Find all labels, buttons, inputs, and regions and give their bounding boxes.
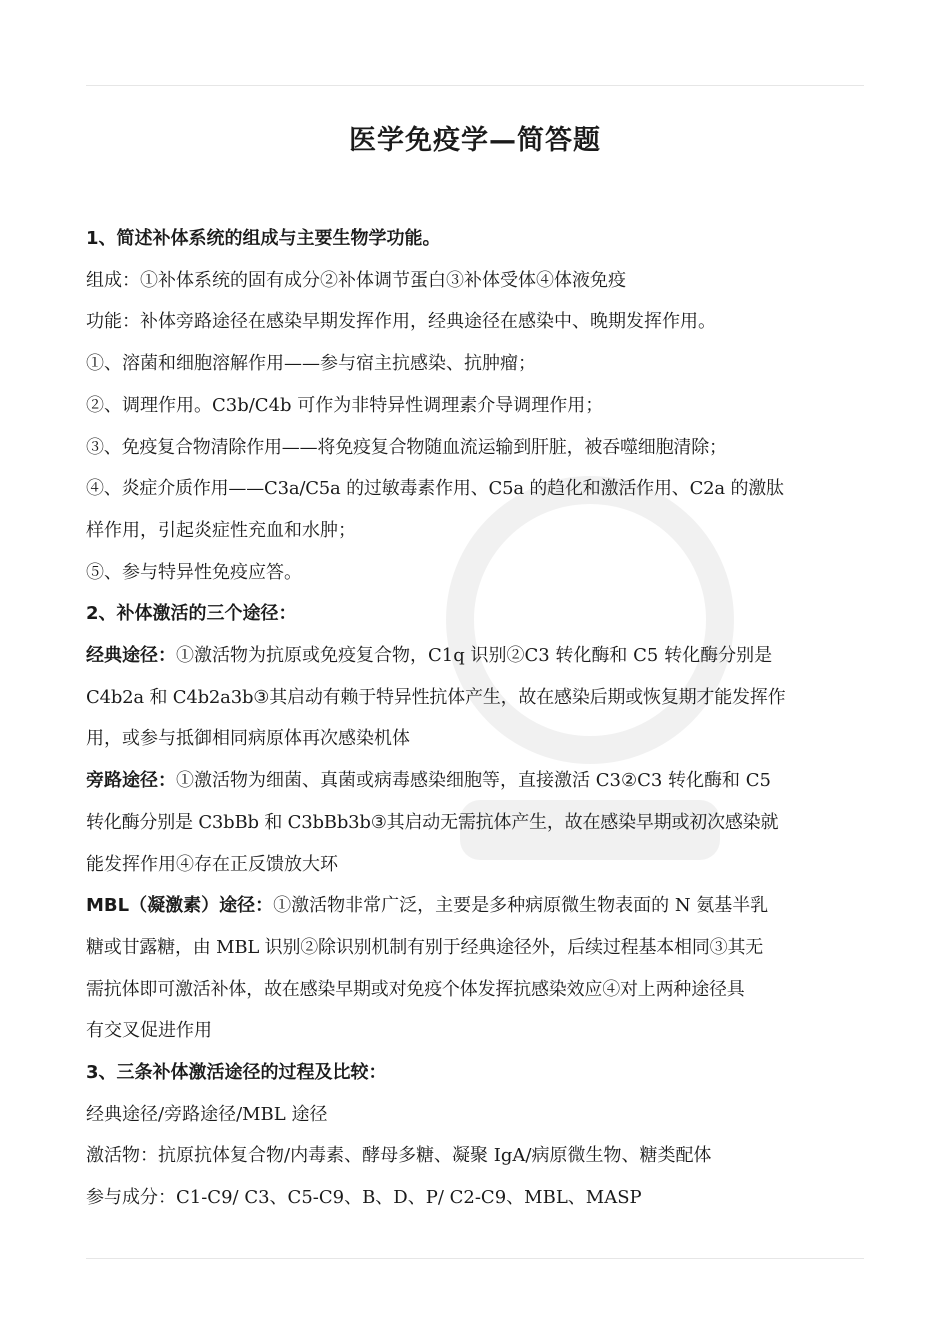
alternative-pathway-line (86, 760, 866, 802)
mbl-pathway-text: 需抗体即可激活补体，故在感染早期或对免疫个体发挥抗感染效应④对上两种途径具 (86, 978, 745, 1000)
alternative-pathway-text: ①激活物为细菌、真菌或病毒感染细胞等，直接激活 C3②C3 转化酶和 C5 (176, 770, 771, 792)
question-3-heading: 3、三条补体激活途径的过程及比较： (86, 1062, 387, 1084)
classical-pathway-label: 经典途径： (86, 645, 176, 667)
q1-composition: 组成：①补体系统的固有成分②补体调节蛋白③补体受体④体液免疫 (86, 269, 626, 291)
alternative-pathway-label: 旁路途径： (86, 770, 176, 792)
classical-pathway-text: C4b2a 和 C4b2a3b③其启动有赖于特异性抗体产生，故在感染后期或恢复期才能发挥作 (86, 686, 786, 708)
classical-pathway-line (86, 635, 866, 677)
bottom-divider (86, 1258, 864, 1259)
mbl-pathway-line (86, 885, 866, 927)
classical-pathway-text: ①激活物为抗原或免疫复合物，C1q 识别②C3 转化酶和 C5 转化酶分别是 (176, 645, 773, 667)
mbl-pathway-text: ①激活物非常广泛，主要是多种病原微生物表面的 N 氨基半乳 (273, 895, 769, 917)
q1-item: ⑤、参与特异性免疫应答。 (86, 561, 302, 583)
q3-line: 经典途径/旁路途径/MBL 途径 (86, 1103, 328, 1125)
q1-item: ④、炎症介质作用——C3a/C5a 的过敏毒素作用、C5a 的趋化和激活作用、C2a 的激肽 (86, 478, 784, 500)
q1-item: 样作用，引起炎症性充血和水肿； (86, 519, 356, 541)
alternative-pathway-text: 能发挥作用④存在正反馈放大环 (86, 853, 338, 875)
alternative-pathway-text: 转化酶分别是 C3bBb 和 C3bBb3b③其启动无需抗体产生，故在感染早期或初次感染就 (86, 811, 779, 833)
q1-item: ②、调理作用。C3b/C4b 可作为非特异性调理素介导调理作用； (86, 394, 604, 416)
question-2-heading: 2、补体激活的三个途径： (86, 603, 297, 625)
question-1-heading: 1、简述补体系统的组成与主要生物学功能。 (86, 228, 441, 249)
mbl-pathway-text: 糖或甘露糖，由 MBL 识别②除识别机制有别于经典途径外，后续过程基本相同③其无 (86, 936, 764, 958)
mbl-pathway-label: MBL（凝激素）途径： (86, 895, 274, 917)
q1-item: ①、溶菌和细胞溶解作用——参与宿主抗感染、抗肿瘤； (86, 353, 536, 375)
q1-item: ③、免疫复合物清除作用——将免疫复合物随血流运输到肝脏，被吞噬细胞清除； (86, 436, 727, 458)
top-divider (86, 85, 864, 86)
page-title: 医学免疫学—简答题 (349, 125, 601, 156)
classical-pathway-text: 用，或参与抵御相同病原体再次感染机体 (86, 728, 410, 750)
mbl-pathway-text: 有交叉促进作用 (86, 1020, 212, 1042)
q3-line: 激活物：抗原抗体复合物/内毒素、酵母多糖、凝聚 IgA/病原微生物、糖类配体 (86, 1145, 712, 1167)
q1-function: 功能：补体旁路途径在感染早期发挥作用，经典途径在感染中、晚期发挥作用。 (86, 311, 716, 333)
document-body (86, 218, 866, 1219)
q3-line: 参与成分：C1-C9/ C3、C5-C9、B、D、P/ C2-C9、MBL、MASP (86, 1187, 642, 1209)
